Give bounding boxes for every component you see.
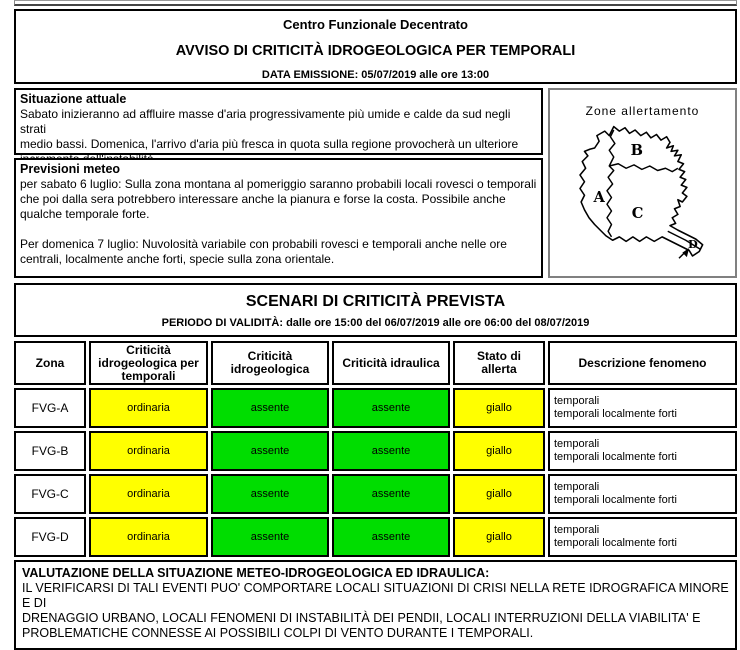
criticita-idraulica-cell: assente xyxy=(332,517,450,557)
stato-allerta-cell: giallo xyxy=(453,474,545,514)
map-title: Zone allertamento xyxy=(585,104,700,118)
criticality-table xyxy=(14,341,737,557)
previsioni-p1-line: qualche temporale forte. xyxy=(20,207,150,221)
zone-cell: FVG-A xyxy=(14,388,86,428)
previsioni-title: Previsioni meteo xyxy=(20,162,121,176)
org-name: Centro Funzionale Decentrato xyxy=(283,17,468,32)
previsioni-p1-line: che poi dalla sera potrebbero interessare anche la pianura e forse la costa. Possibile anche xyxy=(20,192,506,206)
descrizione-line: temporali xyxy=(554,395,600,407)
cutoff-box-fragment xyxy=(14,0,737,6)
stato-allerta-cell: giallo xyxy=(453,517,545,557)
valutazione-line: DRENAGGIO URBANO, LOCALI FENOMENI DI INSTABILITÀ DEI PENDII, LOCALI INTERRUZIONI DELLA VIABILITA' E xyxy=(22,611,701,625)
criticita-temporali-cell: ordinaria xyxy=(89,517,208,557)
col-header-stato-allerta: Stato di allerta xyxy=(453,341,545,385)
descrizione-line: temporali xyxy=(554,481,600,493)
situazione-line: Sabato inizieranno ad affluire masse d'aria progressivamente più umide e calde da sud negli strati xyxy=(20,107,511,136)
previsioni-p2-line: Per domenica 7 luglio: Nuvolosità variabile con probabili rovesci e temporali anche nelle ore xyxy=(20,237,507,251)
stato-allerta-cell: giallo xyxy=(453,388,545,428)
col-header-criticita-temporali: Criticità idrogeologica per temporali xyxy=(89,341,208,385)
criticita-idrogeologica-cell: assente xyxy=(211,388,329,428)
valutazione-line: PROBLEMATICHE CONNESSE AI POSSIBILI COLPI DI VENTO DURANTE I TEMPORALI. xyxy=(22,626,534,640)
alert-zones-panel xyxy=(548,88,737,278)
document-header xyxy=(14,9,737,84)
previsioni-p1-line: per sabato 6 luglio: Sulla zona montana al pomeriggio saranno probabili locali rovesci o temporali xyxy=(20,177,537,191)
scenari-title: SCENARI DI CRITICITÀ PREVISTA xyxy=(245,293,506,310)
criticita-idraulica-cell: assente xyxy=(332,431,450,471)
col-header-zona: Zona xyxy=(14,341,86,385)
zone-cell: FVG-C xyxy=(14,474,86,514)
situazione-line: medio bassi. Domenica, l'arrivo d'aria più fresca in quota sulla regione provocherà un ulteriore xyxy=(20,137,519,151)
zone-label-a: A xyxy=(593,189,605,206)
criticita-idrogeologica-cell: assente xyxy=(211,431,329,471)
col-header-criticita-idrogeologica: Criticità idrogeologica xyxy=(211,341,329,385)
descrizione-cell xyxy=(548,431,737,471)
criticita-temporali-cell: ordinaria xyxy=(89,474,208,514)
descrizione-cell xyxy=(548,474,737,514)
criticita-idrogeologica-cell: assente xyxy=(211,517,329,557)
descrizione-line: temporali xyxy=(554,438,600,450)
descrizione-line: temporali xyxy=(554,524,600,536)
descrizione-cell xyxy=(548,517,737,557)
section-scenari xyxy=(14,283,737,337)
document-title: AVVISO DI CRITICITÀ IDROGEOLOGICA PER TEMPORALI xyxy=(175,43,576,59)
descrizione-line: temporali localmente forti xyxy=(554,451,677,463)
criticita-temporali-cell: ordinaria xyxy=(89,431,208,471)
criticita-idrogeologica-cell: assente xyxy=(211,474,329,514)
zone-label-b: B xyxy=(630,141,643,159)
validity-period: PERIODO DI VALIDITÀ: dalle ore 15:00 del 06/07/2019 alle ore 06:00 del 08/07/2019 xyxy=(161,317,590,329)
valutazione-title: VALUTAZIONE DELLA SITUAZIONE METEO-IDROGEOLOGICA ED IDRAULICA: xyxy=(22,566,490,580)
section-previsioni-meteo xyxy=(14,158,543,278)
descrizione-cell xyxy=(548,388,737,428)
criticita-idraulica-cell: assente xyxy=(332,474,450,514)
criticita-temporali-cell: ordinaria xyxy=(89,388,208,428)
zone-label-d: D xyxy=(687,237,698,252)
descrizione-line: temporali localmente forti xyxy=(554,537,677,549)
col-header-criticita-idraulica: Criticità idraulica xyxy=(332,341,450,385)
zone-cell: FVG-B xyxy=(14,431,86,471)
alert-zones-map xyxy=(553,118,733,268)
situazione-title: Situazione attuale xyxy=(20,92,127,106)
zone-label-c: C xyxy=(631,204,643,222)
section-situazione-attuale xyxy=(14,88,543,155)
criticita-idraulica-cell: assente xyxy=(332,388,450,428)
descrizione-line: temporali localmente forti xyxy=(554,408,677,420)
section-valutazione xyxy=(14,560,737,650)
stato-allerta-cell: giallo xyxy=(453,431,545,471)
valutazione-line: IL VERIFICARSI DI TALI EVENTI PUO' COMPORTARE LOCALI SITUAZIONI DI CRISI NELLA RETE IDROGRAFICA MINORE E DI xyxy=(22,581,729,610)
descrizione-line: temporali localmente forti xyxy=(554,494,677,506)
emission-date: DATA EMISSIONE: 05/07/2019 alle ore 13:00 xyxy=(261,69,490,81)
col-header-descrizione: Descrizione fenomeno xyxy=(548,341,737,385)
previsioni-p2-line: centrali, localmente anche forti, specie sulla zona orientale. xyxy=(20,252,335,266)
zone-cell: FVG-D xyxy=(14,517,86,557)
